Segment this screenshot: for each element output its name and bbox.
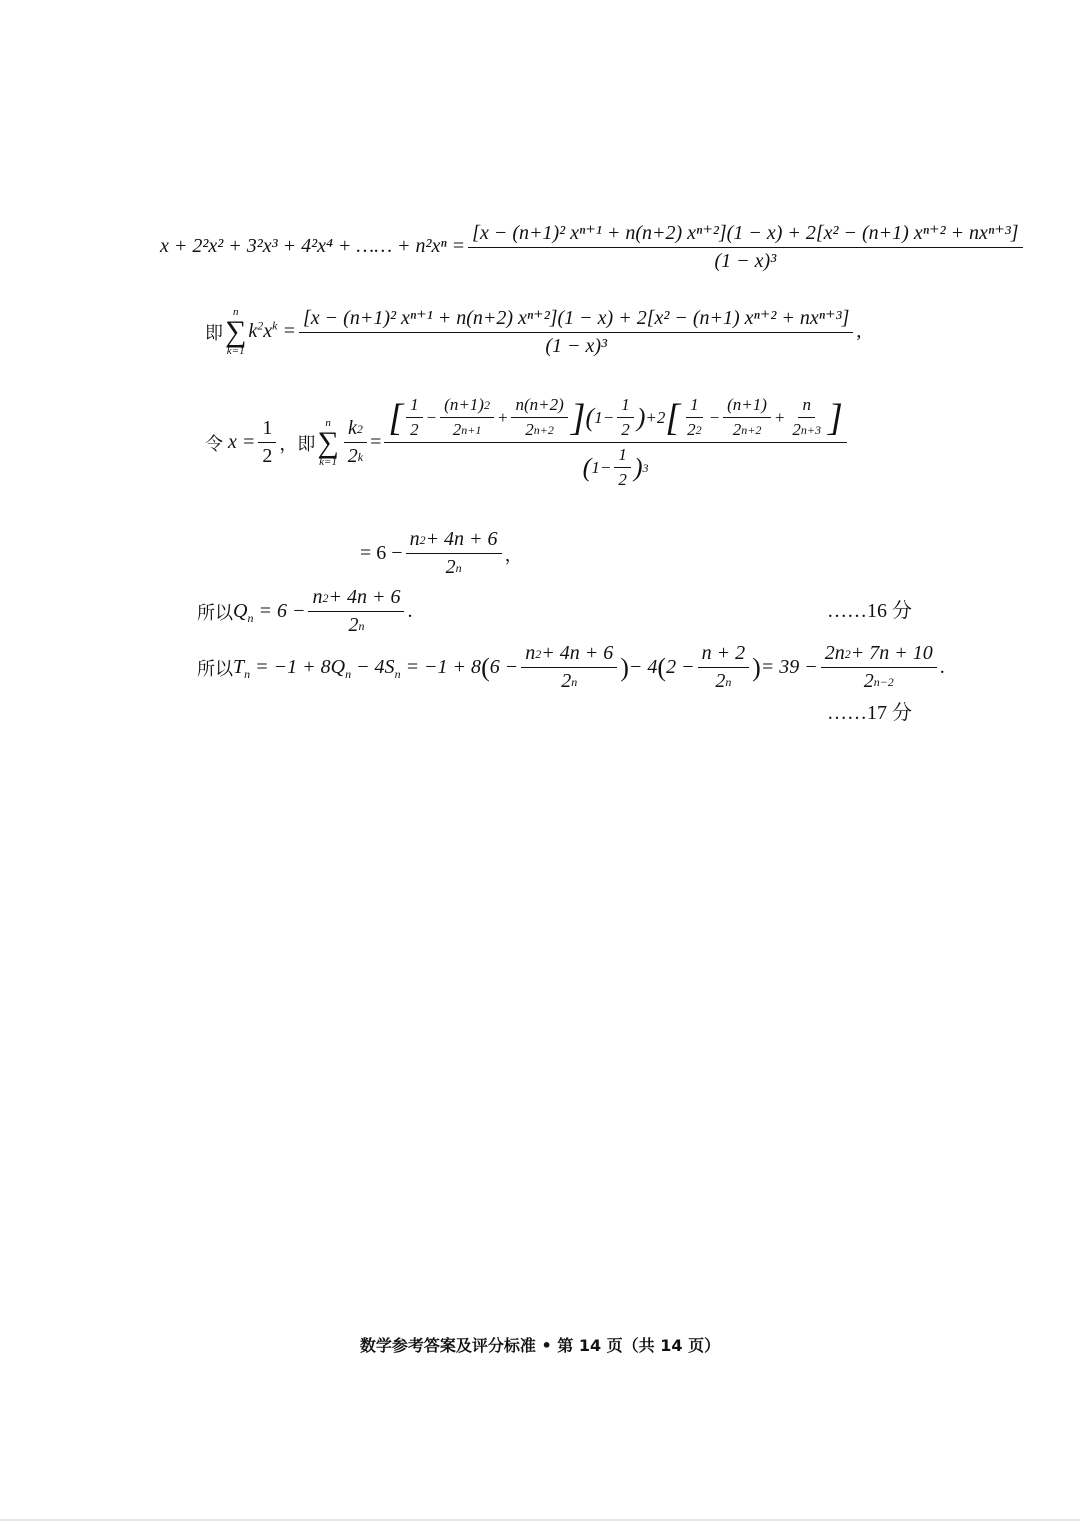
- qn-lhs: $Q_n = 6$ −: [233, 600, 306, 625]
- big-fraction: [384, 395, 846, 490]
- eq3-prefix: 令: [205, 433, 223, 455]
- tn-fraction-1: n 2 + 4n + 6 2 n: [521, 642, 617, 693]
- qn-fraction: n 2 + 4n + 6 2 n: [308, 586, 404, 637]
- series-denominator: (1 − x)³: [714, 250, 777, 272]
- sigma-symbol: n ∑ k=1: [225, 305, 247, 357]
- sum-term: $k^2x^k$ =: [248, 318, 296, 342]
- equation-tn: 所以 $T_n = -1 + 8Q_n - 4S_n = -1 + 8$ ( 6 − n 2 + 4n + 6 2 n ) − 4 ( 2 − n + 2 2 n ) = 39 − 2n 2 + 7n + 10 2 n−2 .: [197, 642, 945, 692]
- eq6-suffix: .: [939, 656, 945, 678]
- eq6-prefix: 所以: [197, 658, 233, 680]
- eq5-prefix: 所以: [197, 602, 233, 624]
- x-equals: x =: [223, 431, 256, 453]
- equation-substitution: [205, 395, 850, 490]
- result-fraction: n 2 + 4n + 6 2 n: [406, 528, 502, 579]
- big-numerator: [ $\frac{1}{2}$ − (n+1) 2 2 n+1 + n(n+2) 2 n+2 ] ( 1− $\frac{1}{2}$ ) +2 [ 1 2 2 − (n+1) 2 n+2 + n 2 n+3 ]: [384, 395, 846, 443]
- score-17: ……17 分: [827, 702, 912, 724]
- eq2-suffix: ,: [856, 320, 862, 342]
- eq2-prefix: 即: [205, 322, 223, 344]
- big-denominator: ( 1− $\frac{1}{2}$ ) 3: [582, 445, 649, 489]
- sum-numerator: [x − (n+1)² xⁿ⁺¹ + n(n+2) xⁿ⁺²](1 − x) + 2[x² − (n+1) xⁿ⁺² + nxⁿ⁺³]: [299, 305, 853, 333]
- series-fraction: [468, 220, 1022, 273]
- eq4-text: = 6 −: [360, 542, 403, 564]
- tn-fraction-2: n + 2 2 n: [698, 642, 750, 693]
- sum-fraction: [299, 305, 853, 358]
- equation-sum-notation: [205, 305, 861, 358]
- sum-denominator: (1 − x)³: [545, 335, 608, 357]
- page-bottom-divider: [0, 1519, 1080, 1521]
- series-lhs: x + 2²x² + 3²x³ + 4²x⁴ + …… + n²xⁿ =: [160, 235, 466, 257]
- eq5-suffix: .: [407, 600, 413, 622]
- eq3-mid: ，即: [279, 433, 316, 455]
- one-half: $\frac{1}{2}$: [258, 417, 276, 468]
- k2-over-2k: k 2 2 k: [344, 417, 367, 468]
- tn-fraction-3: 2n 2 + 7n + 10 2 n−2: [821, 642, 937, 693]
- series-numerator: [x − (n+1)² xⁿ⁺¹ + n(n+2) xⁿ⁺²](1 − x) + 2[x² − (n+1) xⁿ⁺² + nxⁿ⁺³]: [468, 220, 1022, 248]
- sigma-symbol-2: n ∑ k=1: [317, 416, 339, 468]
- equation-series-sum: [160, 220, 1026, 273]
- page-footer: 数学参考答案及评分标准 • 第 14 页（共 14 页）: [359, 1336, 721, 1355]
- equation-qn: [197, 586, 412, 637]
- equals-sign: =: [370, 431, 382, 453]
- eq4-suffix: ，: [504, 544, 523, 566]
- score-16: ……16 分: [827, 600, 912, 622]
- tn-lhs: $T_n = -1 + 8Q_n - 4S_n = -1 + 8$: [233, 656, 482, 681]
- equation-result: [360, 528, 523, 579]
